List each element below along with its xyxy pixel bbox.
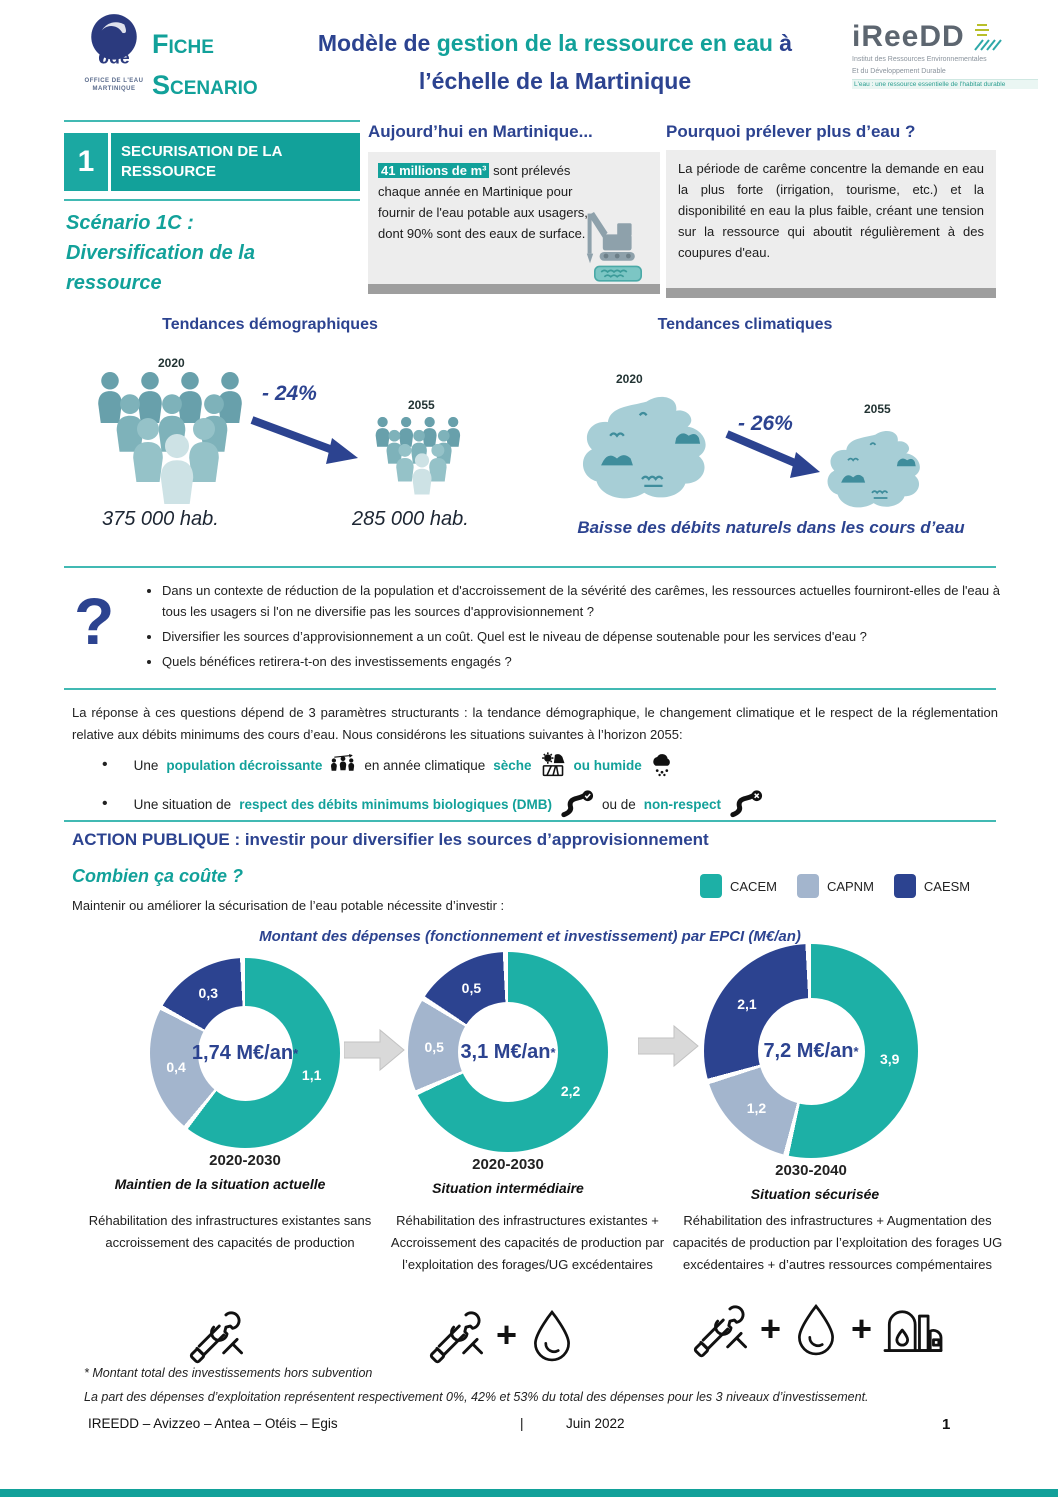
ode-logo (76, 10, 152, 93)
water-drop-icon (791, 1302, 841, 1356)
drilling-machine-icon (562, 204, 658, 284)
title-line2: l’échelle de la Martinique (418, 68, 692, 94)
cost-intro: Maintenir ou améliorer la sécurisation de l’eau potable nécessite d’investir : (72, 898, 505, 913)
footnote-1: * Montant total des investissements hors subvention (84, 1366, 373, 1380)
segment-value-caesm: 0,3 (198, 985, 218, 1002)
separator-line (64, 566, 996, 568)
river-respect-icon (560, 790, 594, 818)
action-heading: ACTION PUBLIQUE : investir pour diversifier les sources d’approvisionnement (72, 830, 709, 849)
tools-icon (188, 1306, 246, 1364)
scenario-title: Scénario 1C : Diversification de la ressource (66, 212, 255, 294)
climate-change: - 26% (738, 412, 793, 435)
doc-type-line2: Scenario (152, 70, 258, 100)
donut-chart-intermediaire (408, 952, 608, 1152)
page-number: 1 (942, 1416, 951, 1433)
question-item: • Quels bénéfices retirera-t-on des investissements engagés ? (162, 651, 1000, 672)
donut-chart-maintien (150, 958, 340, 1148)
donut-center-label: 1,74 M€/an * (198, 1006, 293, 1101)
questions-list (162, 580, 1000, 676)
segment-value-capnm: 0,5 (424, 1038, 444, 1055)
donut-center-label: 7,2 M€/an * (758, 998, 865, 1105)
plus-icon: + (851, 1308, 873, 1349)
separator-line (64, 199, 360, 201)
separator-line (64, 688, 996, 690)
doc-type-line1: Fiche (152, 29, 214, 59)
title-part3: à (772, 30, 793, 56)
segment-value-caesm: 2,1 (737, 996, 757, 1013)
climate-year-end: 2055 (864, 402, 891, 416)
scenario-description-3: Réhabilitation des infrastructures + Augmentation des capacités de production par l’exploitation des forages UG excédentaires + d’autres ressources compémentaires (672, 1213, 1003, 1272)
chart-legend (700, 874, 982, 898)
tools-icon (428, 1306, 486, 1364)
demography-title: Tendances démographiques (162, 316, 378, 333)
section-title: SECURISATION DE LA RESSOURCE (121, 143, 282, 180)
why-box (666, 150, 996, 298)
water-drop-icon (527, 1308, 577, 1362)
scenario-icons-2 (428, 1306, 577, 1364)
segment-value-cacem: 2,2 (560, 1083, 581, 1100)
segment-value-caesm: 0,5 (461, 979, 482, 996)
question-item: • Diversifier les sources d’approvisionnement a un coût. Quel est le niveau de dépense soutenable pour les services d'eau ? (162, 626, 1000, 647)
ireedd-tagline: L'eau : une ressource essentielle de l'habitat durable (852, 79, 1038, 89)
ode-logo-subtitle2: MARTINIQUE (92, 86, 136, 92)
question-item: • Dans un contexte de réduction de la population et d'accroissement de la sévérité des carêmes, les ressources actuelles fourniront-elles de l'eau à tous les usagers si l'on ne diversifie pas les sources d'approvisionnement ? (162, 580, 1000, 622)
plus-icon: + (496, 1314, 518, 1355)
legend-swatch-capnm (797, 874, 819, 898)
legend-swatch-caesm (894, 874, 916, 898)
transition-arrow-icon (638, 1024, 700, 1068)
legend-label-cacem: CACEM (730, 878, 777, 894)
population-2055-icon (372, 416, 472, 500)
separator-line (64, 820, 996, 822)
climate-caption: Baisse des débits naturels dans les cours d’eau (577, 518, 965, 537)
climate-title: Tendances climatiques (657, 316, 833, 333)
demography-change: - 24% (262, 382, 317, 405)
scenario-icons-3 (692, 1300, 944, 1358)
donut-caption: Maintien de la situation actuelle (114, 1176, 326, 1192)
ireedd-subtitle1: Institut des Ressources Environnementales (852, 56, 987, 63)
legend-swatch-cacem (700, 874, 722, 898)
tools-icon (692, 1300, 750, 1358)
donut-period: 2020-2030 (209, 1152, 281, 1169)
footer-date: Juin 2022 (566, 1416, 625, 1431)
svg-text:ode: ode (98, 47, 130, 68)
footnote-2: La part des dépenses d’exploitation représentent respectivement 0%, 42% et 53% du total des dépenses pour les 3 niveaux d’investissement. (84, 1390, 869, 1404)
question-mark-icon: ? (74, 584, 115, 658)
population-2020-icon (92, 372, 262, 512)
donut-caption: Situation intermédiaire (432, 1180, 584, 1196)
parameter-bullet-1: • Une population décroissante en année climatique sèche ou humide (102, 752, 674, 778)
box-shadow-bar (666, 288, 996, 298)
ireedd-logo-icon (971, 22, 1005, 52)
section-banner (64, 133, 360, 191)
dry-climate-icon (540, 752, 566, 778)
donut-period: 2030-2040 (775, 1162, 847, 1179)
cost-heading: Combien ça coûte ? (72, 866, 244, 886)
transition-arrow-icon (344, 1028, 406, 1072)
ireedd-logo-text: iReeDD (852, 20, 965, 53)
box-shadow-bar (368, 284, 660, 294)
scenario-description-2: Réhabilitation des infrastructures existantes + Accroissement des capacités de production par l’exploitation des forages/UG excédentaires (390, 1213, 665, 1272)
segment-value-cacem: 1,1 (301, 1067, 322, 1084)
water-plant-icon (882, 1301, 944, 1357)
segment-value-cacem: 3,9 (880, 1051, 900, 1068)
scenario-description-1: Réhabilitation des infrastructures existantes sans accroissement des capacités de production (88, 1213, 372, 1250)
demography-year-end: 2055 (408, 398, 435, 412)
population-mini-icon (330, 753, 356, 777)
chart-title: Montant des dépenses (fonctionnement et investissement) par EPCI (M€/an) (259, 928, 801, 945)
footer-authors: IREEDD – Avizzeo – Antea – Otéis – Egis (88, 1416, 338, 1431)
footer-separator: | (520, 1416, 524, 1431)
climate-arrow-icon (722, 428, 822, 482)
rain-cloud-icon (650, 753, 674, 777)
donut-period: 2020-2030 (472, 1156, 544, 1173)
island-2055-icon (822, 426, 934, 516)
river-non-respect-icon (729, 790, 763, 818)
demography-value-end: 285 000 hab. (352, 508, 469, 530)
legend-label-capnm: CAPNM (826, 878, 874, 894)
section-number: 1 (64, 133, 108, 191)
demography-year-start: 2020 (158, 356, 185, 370)
demography-arrow-icon (246, 412, 361, 470)
title-part1: Modèle de (317, 30, 437, 56)
doc-type (152, 24, 258, 106)
island-2020-icon (576, 390, 724, 510)
today-text: 41 millions de m³ sont prélevés chaque année en Martinique pour fournir de l'eau potable aux usagers, dont 90% sont des eaux de surface. (378, 163, 588, 241)
demography-value-start: 375 000 hab. (102, 508, 219, 530)
plus-icon: + (760, 1308, 782, 1349)
donut-caption: Situation sécurisée (750, 1186, 880, 1202)
ode-logo-icon (83, 10, 145, 72)
climate-year-start: 2020 (616, 372, 643, 386)
title-part2: gestion de la ressource en eau (436, 30, 773, 56)
segment-value-capnm: 0,4 (166, 1059, 186, 1075)
scenario-icons-1 (188, 1306, 246, 1364)
why-heading: Pourquoi prélever plus d’eau ? (666, 122, 916, 141)
donut-center-label: 3,1 M€/an * (458, 1002, 558, 1102)
ode-logo-subtitle: OFFICE DE L'EAU (84, 78, 144, 84)
ireedd-logo (852, 22, 1038, 89)
separator-line (64, 120, 360, 122)
legend-label-caesm: CAESM (923, 878, 971, 894)
why-text: La période de carême concentre la demande en eau la plus forte (irrigation, tourisme, etc.) et la disponibilité en eau la plus faible, créant une tension sur la ressource qui aboutit régulièrement à des coupures d'eau. (678, 161, 984, 260)
page-title (270, 24, 840, 100)
bottom-accent-bar (0, 1489, 1058, 1497)
parameters-intro: La réponse à ces questions dépend de 3 paramètres structurants : la tendance démographique, le changement climatique et le respect de la réglementation relative aux débits minimums des cours d’eau. Nous considérons les situations suivantes à l’horizon 2055: (72, 705, 998, 742)
segment-value-capnm: 1,2 (746, 1100, 767, 1117)
parameter-bullet-2: • Une situation de respect des débits minimums biologiques (DMB) ou de non-respect (102, 790, 763, 818)
today-highlight: 41 millions de m³ (378, 163, 489, 178)
today-box (368, 152, 660, 294)
today-heading: Aujourd’hui en Martinique... (368, 122, 593, 141)
ireedd-subtitle2: Et du Développement Durable (852, 68, 946, 75)
donut-chart-securisee (704, 944, 918, 1158)
